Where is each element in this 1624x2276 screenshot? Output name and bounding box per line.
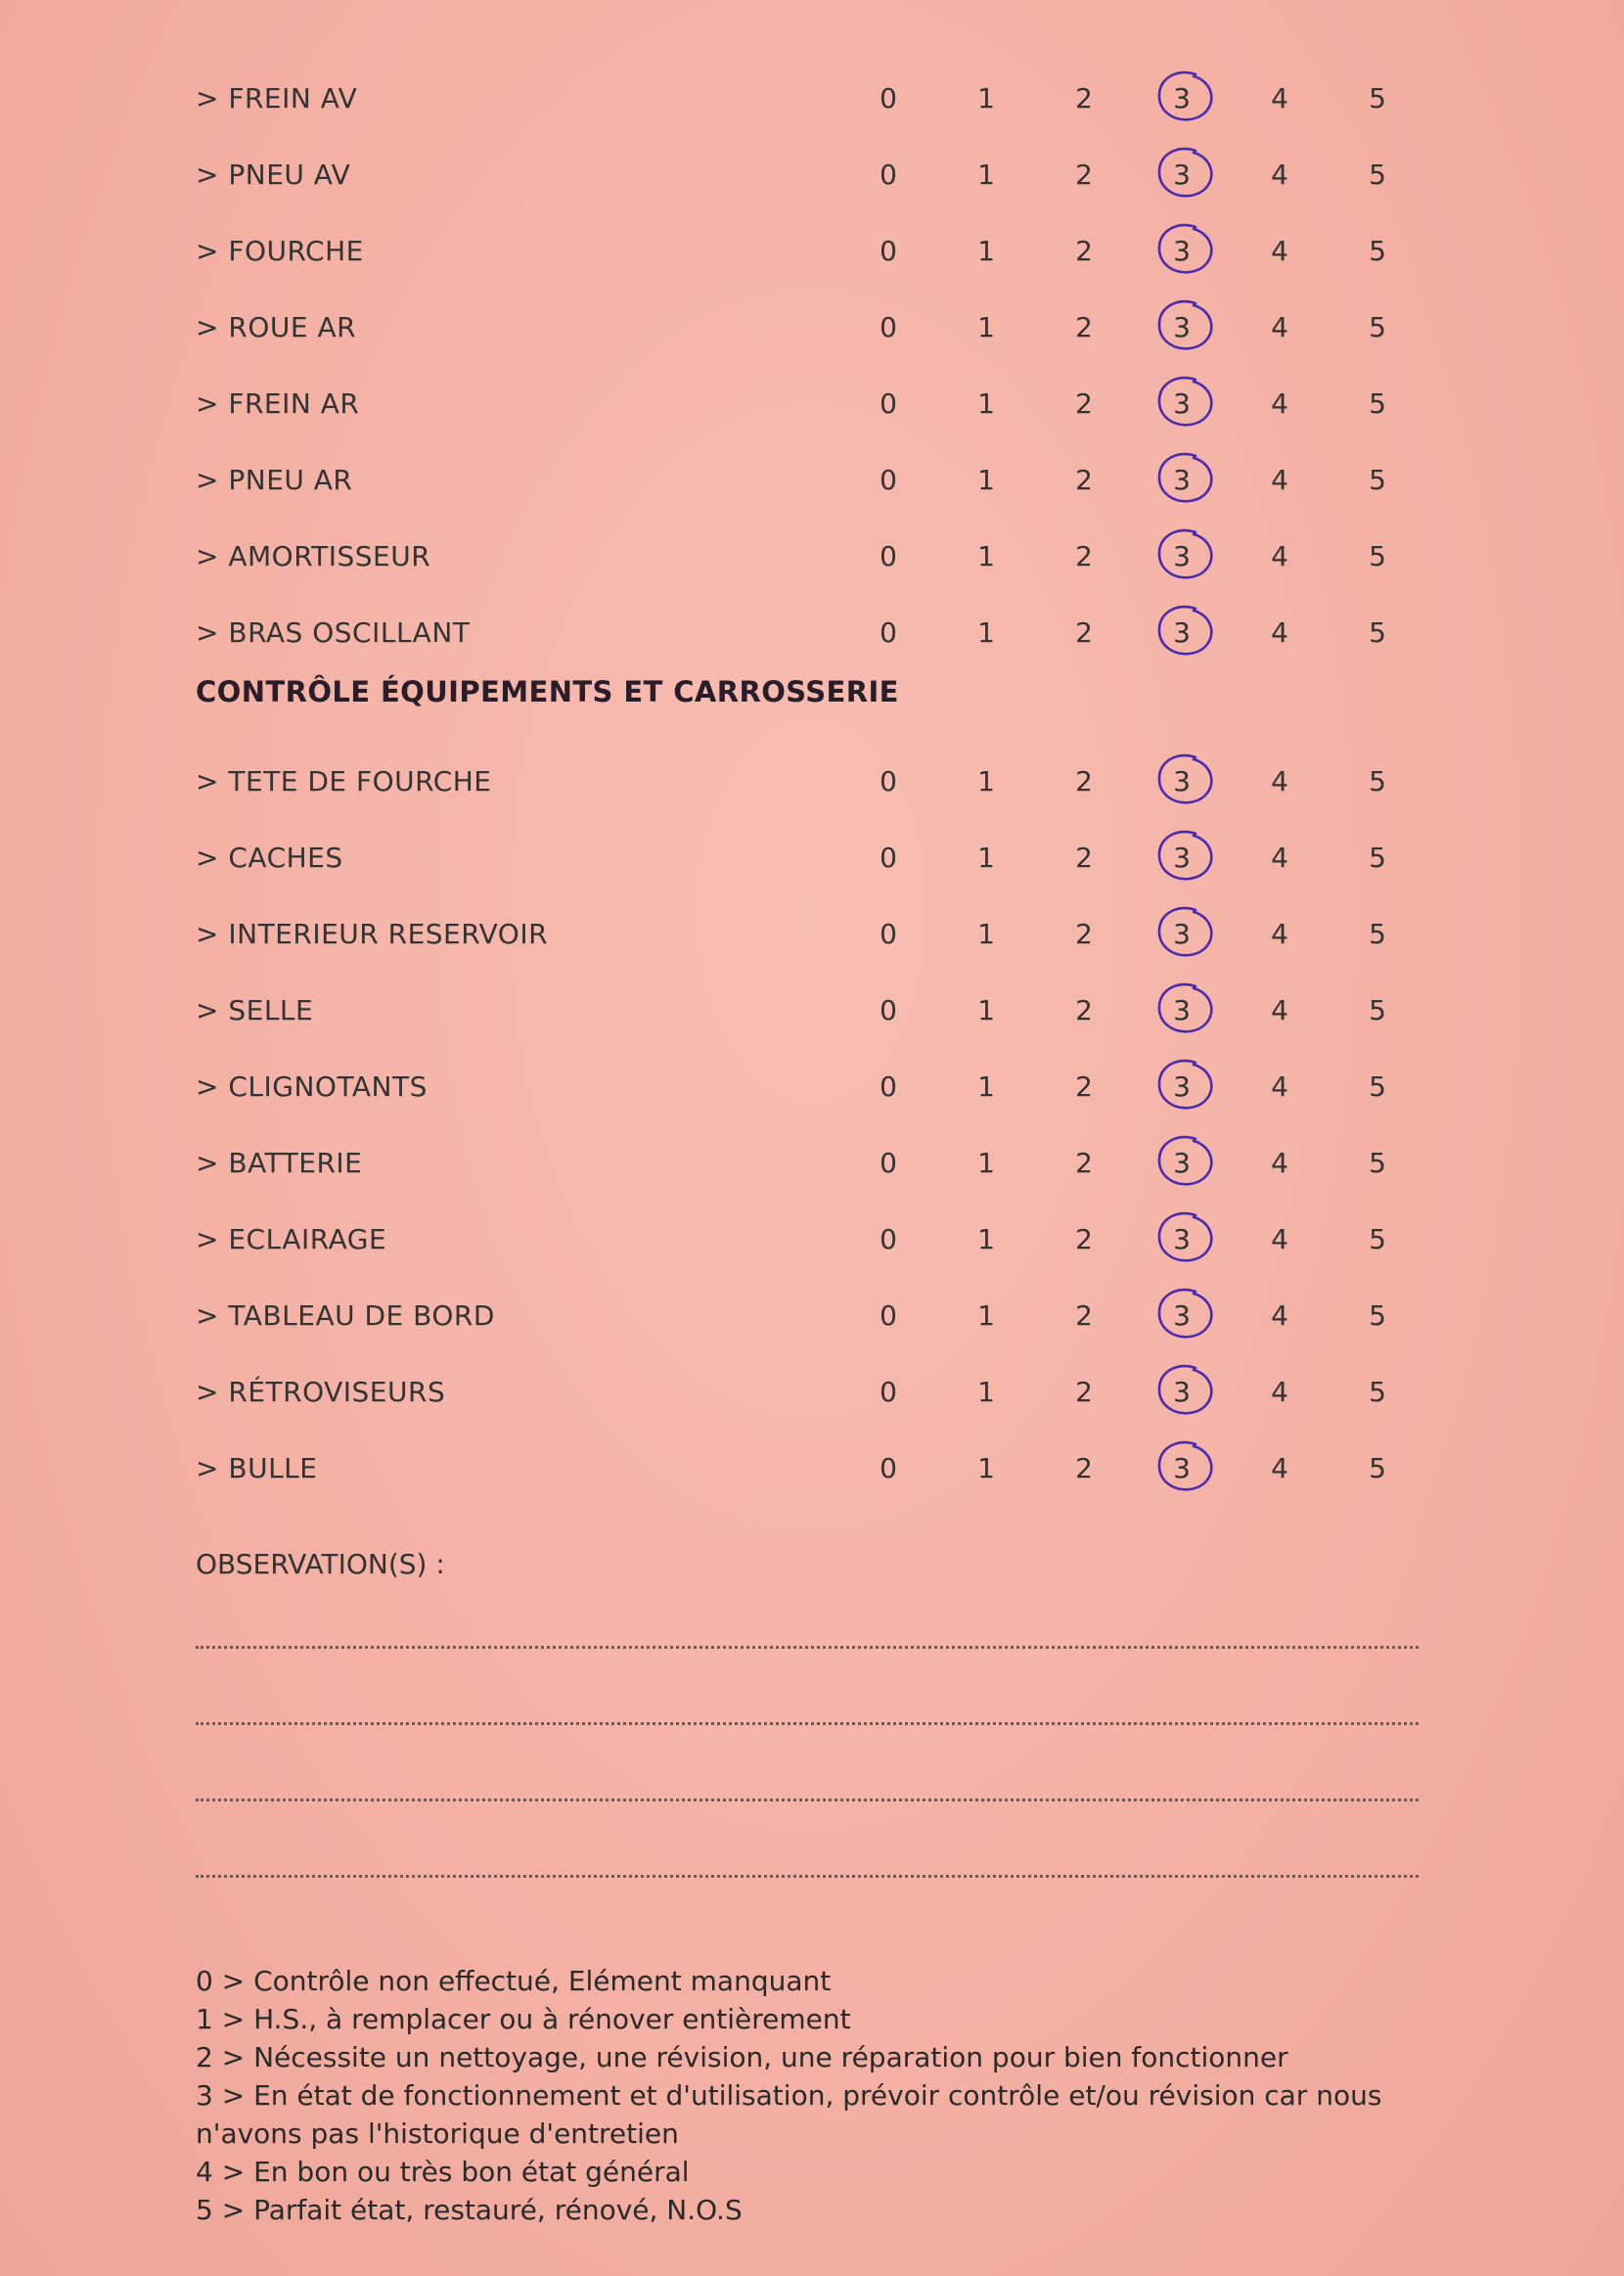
selected-rating-circle [1150,979,1219,1039]
rating-option-0[interactable]: 0 [880,994,897,1026]
item-label: > BULLE [196,1452,318,1484]
selected-rating-circle [1150,143,1219,204]
rating-option-4[interactable]: 4 [1271,842,1288,874]
rating-option-3[interactable]: 3 [1173,918,1191,950]
selected-rating-circle [1150,1131,1219,1192]
selected-rating-circle [1150,1360,1219,1421]
rating-option-5[interactable]: 5 [1369,1299,1386,1332]
checklist-row [0,528,1624,587]
rating-option-3[interactable]: 3 [1173,765,1191,797]
rating-option-2[interactable]: 2 [1075,765,1093,797]
rating-option-0[interactable]: 0 [880,464,897,496]
rating-option-5[interactable]: 5 [1369,235,1386,267]
rating-option-2[interactable]: 2 [1075,994,1093,1026]
rating-option-1[interactable]: 1 [977,1147,995,1179]
item-label: > FREIN AR [196,387,360,420]
rating-option-5[interactable]: 5 [1369,918,1386,950]
checklist-row [0,70,1624,129]
rating-option-0[interactable]: 0 [880,387,897,420]
rating-option-0[interactable]: 0 [880,82,897,114]
rating-option-4[interactable]: 4 [1271,235,1288,267]
item-label: > ECLAIRAGE [196,1223,387,1255]
rating-option-3[interactable]: 3 [1173,1299,1191,1332]
item-label: > BRAS OSCILLANT [196,616,471,649]
rating-option-2[interactable]: 2 [1075,1452,1093,1484]
observation-line-3[interactable] [196,1798,1419,1801]
rating-option-4[interactable]: 4 [1271,464,1288,496]
rating-option-2[interactable]: 2 [1075,842,1093,874]
observation-line-2[interactable] [196,1722,1419,1725]
rating-option-3[interactable]: 3 [1173,464,1191,496]
selected-rating-circle [1150,1436,1219,1497]
rating-option-4[interactable]: 4 [1271,159,1288,191]
item-label: > TABLEAU DE BORD [196,1299,495,1332]
rating-option-0[interactable]: 0 [880,1147,897,1179]
rating-option-1[interactable]: 1 [977,1070,995,1103]
rating-option-2[interactable]: 2 [1075,1299,1093,1332]
rating-option-2[interactable]: 2 [1075,82,1093,114]
rating-option-3[interactable]: 3 [1173,235,1191,267]
selected-rating-circle [1150,67,1219,127]
item-label: > ROUE AR [196,311,357,343]
rating-option-2[interactable]: 2 [1075,464,1093,496]
checklist-row [0,906,1624,965]
legend-item-0: 0 > Contrôle non effectué, Elément manquant [196,1965,832,1997]
observation-line-1[interactable] [196,1646,1419,1649]
rating-option-0[interactable]: 0 [880,1223,897,1255]
rating-option-0[interactable]: 0 [880,1452,897,1484]
checklist-row [0,299,1624,358]
rating-option-5[interactable]: 5 [1369,1147,1386,1179]
rating-option-4[interactable]: 4 [1271,1299,1288,1332]
checklist-row [0,605,1624,663]
checklist-row [0,1135,1624,1194]
rating-option-3[interactable]: 3 [1173,842,1191,874]
checklist-row [0,452,1624,511]
rating-option-5[interactable]: 5 [1369,994,1386,1026]
rating-option-1[interactable]: 1 [977,1299,995,1332]
checklist-row [0,1440,1624,1499]
rating-option-1[interactable]: 1 [977,464,995,496]
rating-option-0[interactable]: 0 [880,616,897,649]
rating-legend [196,1962,1419,2229]
rating-option-4[interactable]: 4 [1271,1147,1288,1179]
observations-label: OBSERVATION(S) : [196,1548,445,1580]
rating-option-1[interactable]: 1 [977,1452,995,1484]
selected-rating-circle [1150,601,1219,661]
rating-option-0[interactable]: 0 [880,842,897,874]
rating-option-1[interactable]: 1 [977,616,995,649]
rating-option-4[interactable]: 4 [1271,387,1288,420]
rating-option-4[interactable]: 4 [1271,1452,1288,1484]
section-title: CONTRÔLE ÉQUIPEMENTS ET CARROSSERIE [196,675,899,708]
rating-option-3[interactable]: 3 [1173,1452,1191,1484]
rating-option-0[interactable]: 0 [880,765,897,797]
selected-rating-circle [1150,296,1219,356]
selected-rating-circle [1150,1055,1219,1115]
rating-option-3[interactable]: 3 [1173,1376,1191,1408]
rating-option-3[interactable]: 3 [1173,1147,1191,1179]
checklist-row [0,1288,1624,1346]
rating-option-4[interactable]: 4 [1271,918,1288,950]
rating-option-5[interactable]: 5 [1369,1070,1386,1103]
rating-option-1[interactable]: 1 [977,765,995,797]
rating-option-5[interactable]: 5 [1369,159,1386,191]
rating-option-4[interactable]: 4 [1271,540,1288,572]
checklist-row [0,753,1624,812]
checklist-row [0,1059,1624,1117]
rating-option-1[interactable]: 1 [977,994,995,1026]
rating-option-2[interactable]: 2 [1075,1147,1093,1179]
legend-item-4: 4 > En bon ou très bon état général [196,2156,690,2188]
checklist-row [0,376,1624,434]
rating-option-2[interactable]: 2 [1075,159,1093,191]
rating-option-4[interactable]: 4 [1271,994,1288,1026]
rating-option-5[interactable]: 5 [1369,387,1386,420]
legend-item-1: 1 > H.S., à remplacer ou à rénover entièrement [196,2003,851,2035]
rating-option-0[interactable]: 0 [880,1299,897,1332]
selected-rating-circle [1150,750,1219,810]
selected-rating-circle [1150,826,1219,887]
rating-option-5[interactable]: 5 [1369,82,1386,114]
rating-option-3[interactable]: 3 [1173,387,1191,420]
rating-option-5[interactable]: 5 [1369,1452,1386,1484]
rating-option-0[interactable]: 0 [880,235,897,267]
rating-option-1[interactable]: 1 [977,159,995,191]
item-label: > FOURCHE [196,235,364,267]
selected-rating-circle [1150,372,1219,432]
item-label: > BATTERIE [196,1147,363,1179]
selected-rating-circle [1150,448,1219,509]
selected-rating-circle [1150,219,1219,280]
rating-option-1[interactable]: 1 [977,387,995,420]
rating-option-0[interactable]: 0 [880,159,897,191]
selected-rating-circle [1150,1207,1219,1268]
rating-option-0[interactable]: 0 [880,311,897,343]
item-label: > RÉTROVISEURS [196,1376,446,1408]
checklist-row [0,223,1624,282]
rating-option-3[interactable]: 3 [1173,82,1191,114]
item-label: > SELLE [196,994,314,1026]
rating-option-5[interactable]: 5 [1369,311,1386,343]
rating-option-1[interactable]: 1 [977,1223,995,1255]
legend-item-3: 3 > En état de fonctionnement et d'utilisation, prévoir contrôle et/ou révision car nous n'avons pas l'historique d'entretien [196,2079,1382,2150]
rating-option-4[interactable]: 4 [1271,311,1288,343]
selected-rating-circle [1150,524,1219,585]
observation-line-4[interactable] [196,1875,1419,1878]
rating-option-4[interactable]: 4 [1271,765,1288,797]
rating-option-5[interactable]: 5 [1369,765,1386,797]
rating-option-0[interactable]: 0 [880,1070,897,1103]
rating-option-0[interactable]: 0 [880,540,897,572]
rating-option-0[interactable]: 0 [880,918,897,950]
rating-option-5[interactable]: 5 [1369,842,1386,874]
rating-option-5[interactable]: 5 [1369,540,1386,572]
rating-option-3[interactable]: 3 [1173,1070,1191,1103]
selected-rating-circle [1150,1284,1219,1344]
rating-option-1[interactable]: 1 [977,918,995,950]
item-label: > PNEU AV [196,159,351,191]
item-label: > TETE DE FOURCHE [196,765,492,797]
rating-option-3[interactable]: 3 [1173,616,1191,649]
rating-option-5[interactable]: 5 [1369,616,1386,649]
rating-option-1[interactable]: 1 [977,1376,995,1408]
rating-option-1[interactable]: 1 [977,842,995,874]
rating-option-2[interactable]: 2 [1075,918,1093,950]
item-label: > CACHES [196,842,343,874]
rating-option-2[interactable]: 2 [1075,235,1093,267]
rating-option-1[interactable]: 1 [977,311,995,343]
rating-option-4[interactable]: 4 [1271,1376,1288,1408]
rating-option-4[interactable]: 4 [1271,82,1288,114]
checklist-row [0,1211,1624,1270]
rating-option-2[interactable]: 2 [1075,311,1093,343]
rating-option-5[interactable]: 5 [1369,1376,1386,1408]
rating-option-3[interactable]: 3 [1173,1223,1191,1255]
rating-option-2[interactable]: 2 [1075,1223,1093,1255]
rating-option-5[interactable]: 5 [1369,464,1386,496]
item-label: > INTERIEUR RESERVOIR [196,918,549,950]
rating-option-2[interactable]: 2 [1075,616,1093,649]
rating-option-2[interactable]: 2 [1075,1070,1093,1103]
legend-item-5: 5 > Parfait état, restauré, rénové, N.O.S [196,2194,743,2226]
rating-option-3[interactable]: 3 [1173,159,1191,191]
checklist-row [0,1364,1624,1423]
rating-option-3[interactable]: 3 [1173,540,1191,572]
checklist-row [0,147,1624,205]
rating-option-2[interactable]: 2 [1075,387,1093,420]
rating-option-3[interactable]: 3 [1173,311,1191,343]
item-label: > AMORTISSEUR [196,540,431,572]
rating-option-1[interactable]: 1 [977,82,995,114]
rating-option-1[interactable]: 1 [977,540,995,572]
checklist-row [0,982,1624,1041]
selected-rating-circle [1150,902,1219,963]
rating-option-4[interactable]: 4 [1271,1070,1288,1103]
rating-option-4[interactable]: 4 [1271,1223,1288,1255]
rating-option-4[interactable]: 4 [1271,616,1288,649]
item-label: > CLIGNOTANTS [196,1070,428,1103]
legend-item-2: 2 > Nécessite un nettoyage, une révision, une réparation pour bien fonctionner [196,2041,1288,2073]
item-label: > PNEU AR [196,464,353,496]
rating-option-3[interactable]: 3 [1173,994,1191,1026]
item-label: > FREIN AV [196,82,358,114]
rating-option-0[interactable]: 0 [880,1376,897,1408]
rating-option-5[interactable]: 5 [1369,1223,1386,1255]
checklist-row [0,830,1624,888]
rating-option-2[interactable]: 2 [1075,1376,1093,1408]
rating-option-2[interactable]: 2 [1075,540,1093,572]
rating-option-1[interactable]: 1 [977,235,995,267]
